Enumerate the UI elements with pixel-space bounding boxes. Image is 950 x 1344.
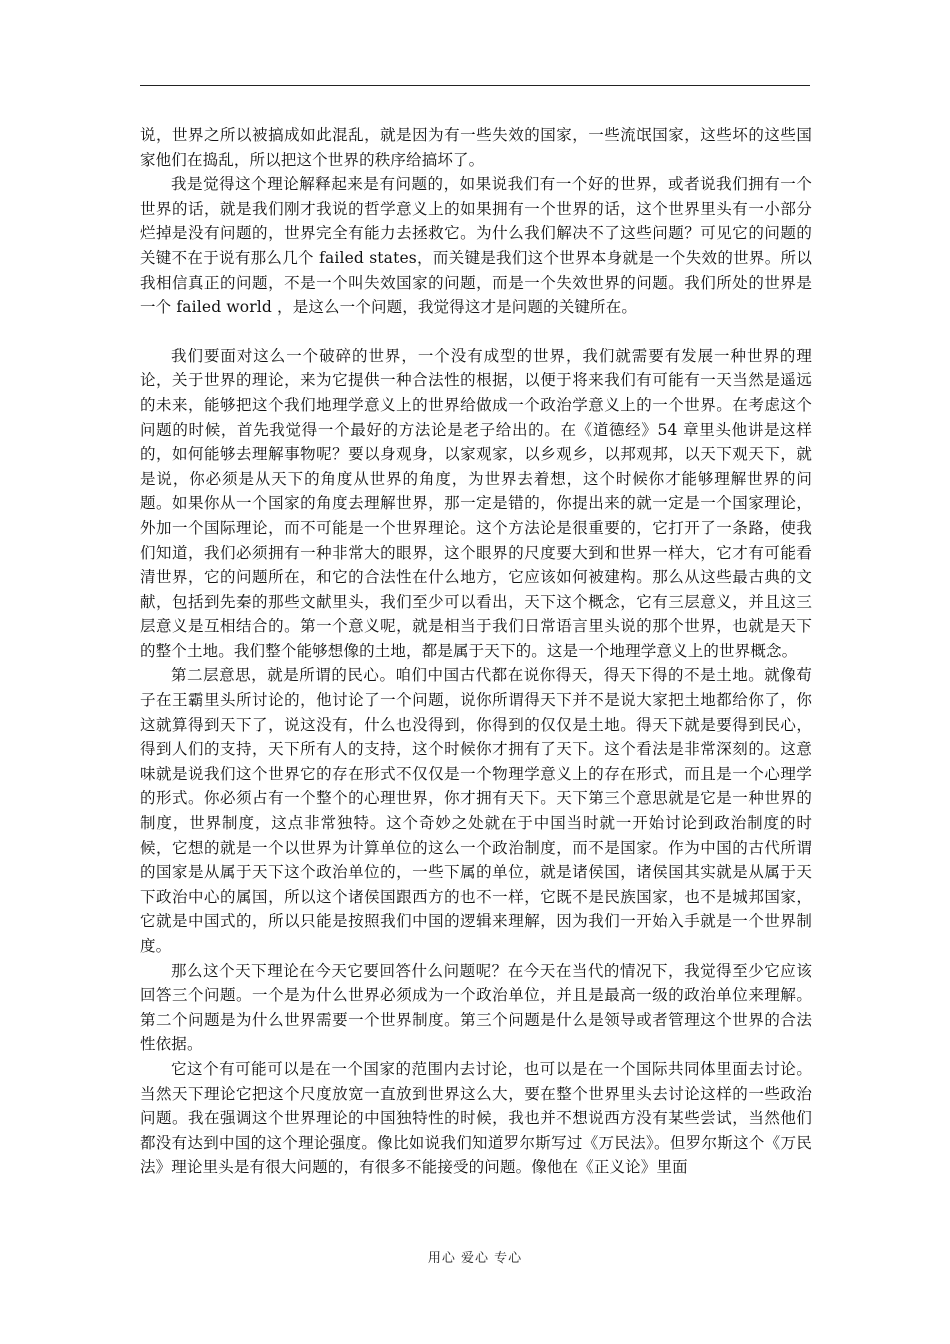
header-rule <box>140 85 810 86</box>
paragraph: 第二层意思，就是所谓的民心。咱们中国古代都在说你得天，得天下得的不是土地。就像荀子在王霸里头所讨论的，他讨论了一个问题，说你所谓得天下并不是说大家把土地都给你了，你这就算得到天下了，说这没有，什么也没得到，你得到的仅仅是土地。得天下就是要得到民心，得到人们的支持，天下所有人的支持，这个时候你才拥有了天下。这个看法是非常深刻的。这意味就是说我们这个世界它的存在形式不仅仅是一个物理学意义上的存在形式，而且是一个心理学的形式。你必须占有一个整个的心理世界，你才拥有天下。天下第三个意思就是它是一种世界的制度，世界制度，这点非常独特。这个奇妙之处就在于中国当时就一开始讨论到政治制度的时候，它想的就是一个以世界为计算单位的这么一个政治制度，而不是国家。作为中国的古代所谓的国家是从属于天下这个政治单位的，一些下属的单位，就是诸侯国，诸侯国其实就是从属于天下政治中心的属国，所以这个诸侯国跟西方的也不一样，它既不是民族国家，也不是城邦国家，它就是中国式的，所以只能是按照我们中国的逻辑来理解，因为我们一开始入手就是一个世界制度。 <box>140 666 812 955</box>
paragraph-continued: 说，世界之所以被搞成如此混乱，就是因为有一些失效的国家，一些流氓国家，这些坏的这些国家他们在捣乱，所以把这个世界的秩序给搞坏了。 <box>140 126 812 169</box>
paragraph: 那么这个天下理论在今天它要回答什么问题呢？在今天在当代的情况下，我觉得至少它应该回答三个问题。一个是为什么世界必须成为一个政治单位，并且是最高一级的政治单位来理解。第二个问题是为什么世界需要一个世界制度。第三个问题是什么是领导或者管理这个世界的合法性依据。 <box>140 961 812 1054</box>
document-body <box>140 123 812 1180</box>
paragraph: 它这个有可能可以是在一个国家的范围内去讨论，也可以是在一个国际共同体里面去讨论。当然天下理论它把这个尺度放宽一直放到世界这么大，要在整个世界里头去讨论这样的一些政治问题。我在强调这个世界理论的中国独特性的时候，我也并不想说西方没有某些尝试，当然他们都没有达到中国的这个理论强度。像比如说我们知道罗尔斯写过《万民法》。但罗尔斯这个《万民法》理论里头是有很大问题的，有很多不能接受的问题。像他在《正义论》里面 <box>140 1059 812 1177</box>
paragraph: 我们要面对这么一个破碎的世界，一个没有成型的世界，我们就需要有发展一种世界的理论，关于世界的理论，来为它提供一种合法性的根据，以便于将来我们有可能有一天当然是遥远的未来，能够把这个我们地理学意义上的世界给做成一个政治学意义上的一个世界。在考虑这个问题的时候，首先我觉得一个最好的方法论是老子给出的。在《道德经》54 章里头他讲是这样的，如何能够去理解事物呢？要以身观身，以家观家，以乡观乡，以邦观邦，以天下观天下，就是说，你必须是从天下的角度从世界的角度，为世界去着想，这个时候你才能够理解世界的问题。如果你从一个国家的角度去理解世界，那一定是错的，你提出来的就一定是一个国家理论，外加一个国际理论，而不可能是一个世界理论。这个方法论是很重要的，它打开了一条路，使我们知道，我们必须拥有一种非常大的眼界，这个眼界的尺度要大到和世界一样大，它才有可能看清世界，它的问题所在，和它的合法性在什么地方，它应该如何被建构。那么从这些最古典的文献，包括到先秦的那些文献里头，我们至少可以看出，天下这个概念，它有三层意义，并且这三层意义是互相结合的。第一个意义呢，就是相当于我们日常语言里头说的那个世界，也就是天下的整个土地。我们整个能够想像的土地，都是属于天下的。这是一个地理学意义上的世界概念。 <box>140 346 812 660</box>
paragraph: 我是觉得这个理论解释起来是有问题的，如果说我们有一个好的世界，或者说我们拥有一个世界的话，就是我们刚才我说的哲学意义上的如果拥有一个世界的话，这个世界里头有一小部分烂掉是没有问题的，世界完全有能力去拯救它。为什么我们解决不了这些问题？可见它的问题的关键不在于说有那么几个 failed states，而关键是我们这个世界本身就是一个失效的世界。所以我相信真正的问题，不是一个叫失效国家的问题，而是一个失效世界的问题。我们所处的世界是一个 failed world ，是这么一个问题，我觉得这才是问题的关键所在。 <box>140 175 812 317</box>
page-footer: 用心 爱心 专心 <box>427 1251 523 1266</box>
